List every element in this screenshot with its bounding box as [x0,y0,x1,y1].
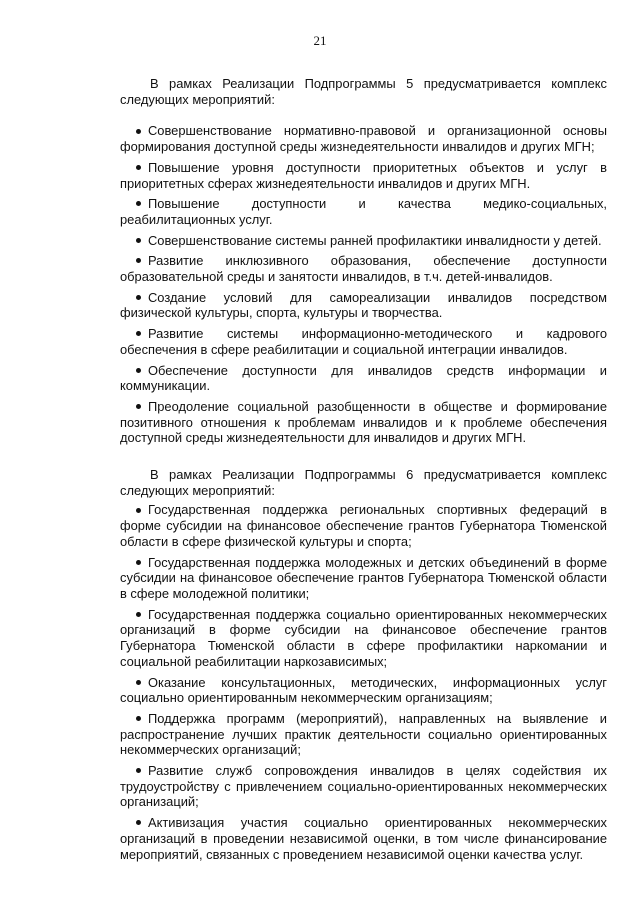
list-item: Обеспечение доступности для инвалидов средств информации и коммуникации. [120,362,607,394]
list-item: Государственная поддержка социально ориентированных некоммерческих организаций в форме субсидии на финансовое обеспечение грантов Губернатора Тюменской области в сфере профилактики наркомании и социальной реабилитации наркозависимых; [120,606,607,669]
bullet-icon [136,404,141,409]
bullet-icon [136,368,141,373]
list-item: Развитие системы информационно-методического и кадрового обеспечения в сфере реабилитации и социальной интеграции инвалидов. [120,326,607,357]
bullet-icon [136,201,141,206]
list-item: Оказание консультационных, методических, информационных услуг социально ориентированным некоммерческим организациям; [120,674,607,706]
section2-list [120,502,607,862]
list-item: Преодоление социальной разобщенности в обществе и формирование позитивного отношения к проблемам инвалидов и к проблеме обеспечения доступной среды жизнедеятельности для инвалидов и других МГН. [120,398,607,446]
bullet-icon [136,258,141,263]
bullet-icon [136,560,141,565]
list-item: Повышение уровня доступности приоритетных объектов и услуг в приоритетных сферах жизнедеятельности инвалидов и других МГН. [120,159,607,191]
section1-list [120,123,607,446]
bullet-icon [136,331,141,336]
bullet-icon [136,508,141,513]
list-item: Развитие инклюзивного образования, обеспечение доступности образовательной среды и занятости инвалидов, в т.ч. детей-инвалидов. [120,253,607,285]
list-item: Создание условий для самореализации инвалидов посредством физической культуры, спорта, культуры и творчества. [120,289,607,321]
bullet-icon [136,768,141,773]
list-item: Совершенствование нормативно-правовой и организационной основы формирования доступной среды жизнедеятельности инвалидов и других МГН; [120,123,607,155]
list-item: Государственная поддержка молодежных и детских объединений в форме субсидии на финансовое обеспечение грантов Губернатора Тюменской области в сфере молодежной политики; [120,554,607,601]
page-content [120,76,607,867]
bullet-icon [136,295,141,300]
section1-intro: В рамках Реализации Подпрограммы 5 предусматривается комплекс следующих мероприятий: [120,76,607,107]
list-item: Поддержка программ (мероприятий), направленных на выявление и распространение лучших практик деятельности социально ориентированных некоммерческих организаций; [120,710,607,758]
bullet-icon [136,165,141,170]
list-item: Активизация участия социально ориентированных некоммерческих организаций в проведении независимой оценки, в том числе финансирование мероприятий, связанных с проведением независимой оценки качества услуг. [120,815,607,862]
bullet-icon [136,238,141,243]
bullet-icon [136,612,141,617]
bullet-icon [136,716,141,721]
bullet-icon [136,820,141,825]
page-number: 21 [313,33,327,48]
list-item: Повышение доступности и качества медико-социальных, реабилитационных услуг. [120,196,607,227]
list-item: Развитие служб сопровождения инвалидов в целях содействия их трудоустройству с привлечением социально-ориентированных некоммерческих организаций; [120,763,607,810]
section2-intro: В рамках Реализации Подпрограммы 6 предусматривается комплекс следующих мероприятий: [120,467,607,498]
list-item: Совершенствование системы ранней профилактики инвалидности у детей. [120,233,607,249]
bullet-icon [136,129,141,134]
list-item: Государственная поддержка региональных спортивных федераций в форме субсидии на финансовое обеспечение грантов Губернатора Тюменской области в сфере физической культуры и спорта; [120,502,607,549]
bullet-icon [136,680,141,685]
